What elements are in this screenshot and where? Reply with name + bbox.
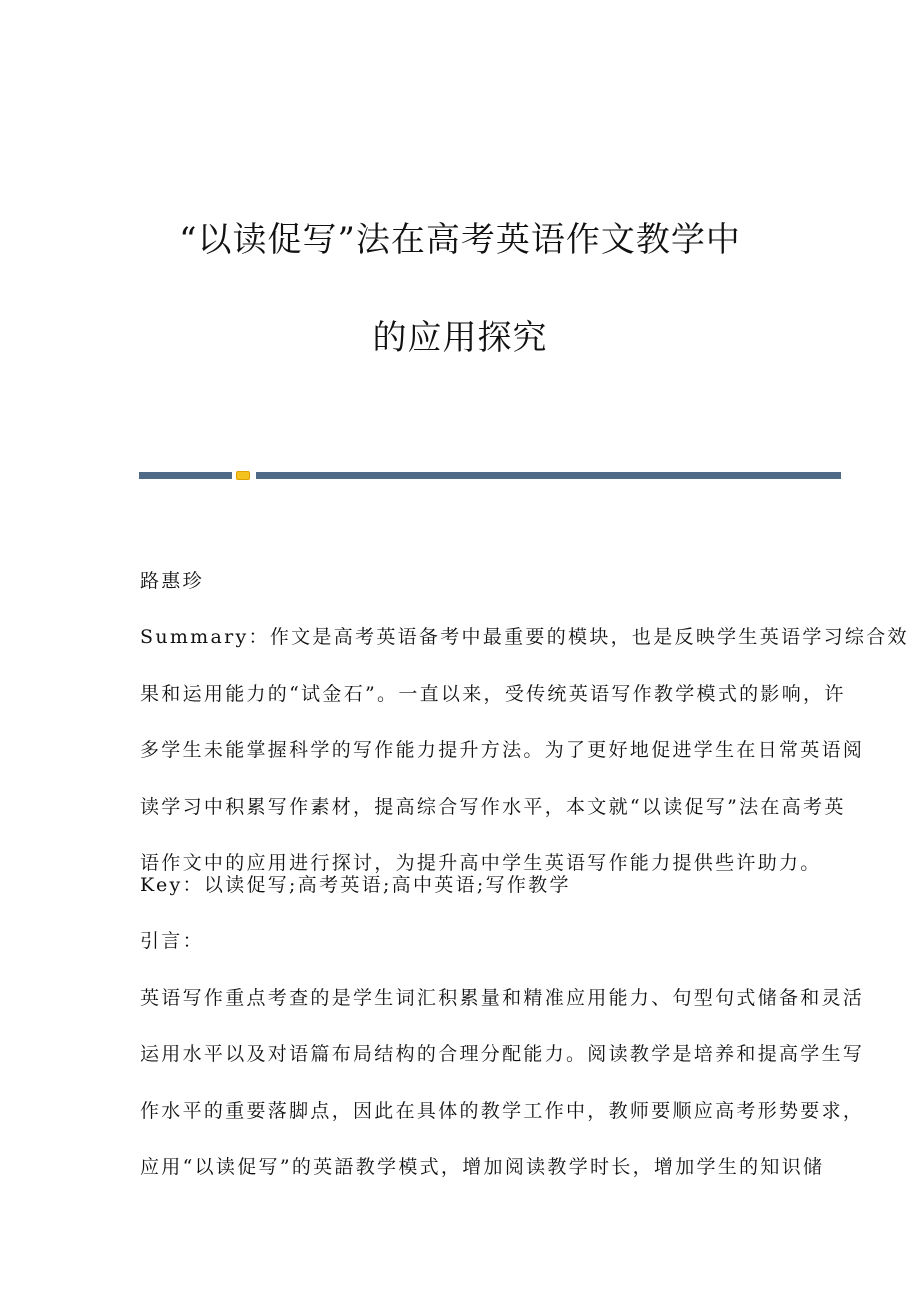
- intro-line: 英语写作重点考查的是学生词汇积累量和精准应用能力、句型句式储备和灵活: [140, 987, 865, 1009]
- intro-heading: 引言：: [140, 930, 204, 952]
- intro-line: 作水平的重要落脚点，因此在具体的教学工作中，教师要顺应高考形势要求，: [140, 1100, 865, 1122]
- summary-line: 多学生未能掌握科学的写作能力提升方法。为了更好地促进学生在日常英语阅: [140, 739, 865, 761]
- summary-line: 果和运用能力的“试金石”。一直以来，受传统英语写作教学模式的影响，许: [140, 683, 846, 705]
- document-title-line-1: “以读促写”法在高考英语作文教学中: [179, 220, 741, 260]
- title-divider: [139, 471, 841, 480]
- author-name: 路惠珍: [140, 570, 204, 592]
- divider-ornament-icon: [236, 471, 250, 480]
- summary-line: 语作文中的应用进行探讨，为提升高中学生英语写作能力提供些许助力。: [140, 852, 822, 874]
- summary-line: Summary：作文是高考英语备考中最重要的模块，也是反映学生英语学习综合效: [140, 626, 909, 648]
- document-title-line-2: 的应用探究: [372, 318, 548, 358]
- keywords: Key：以读促写;高考英语;高中英语;写作教学: [140, 874, 571, 896]
- summary-line: 读学习中积累写作素材，提高综合写作水平，本文就“以读促写”法在高考英: [140, 796, 846, 818]
- divider-bar-right: [256, 472, 841, 479]
- intro-line: 运用水平以及对语篇布局结构的合理分配能力。阅读教学是培养和提高学生写: [140, 1043, 865, 1065]
- intro-line: 应用“以读促写”的英語教学模式，增加阅读教学时长，增加学生的知识储: [140, 1156, 825, 1178]
- divider-bar-left: [139, 472, 232, 479]
